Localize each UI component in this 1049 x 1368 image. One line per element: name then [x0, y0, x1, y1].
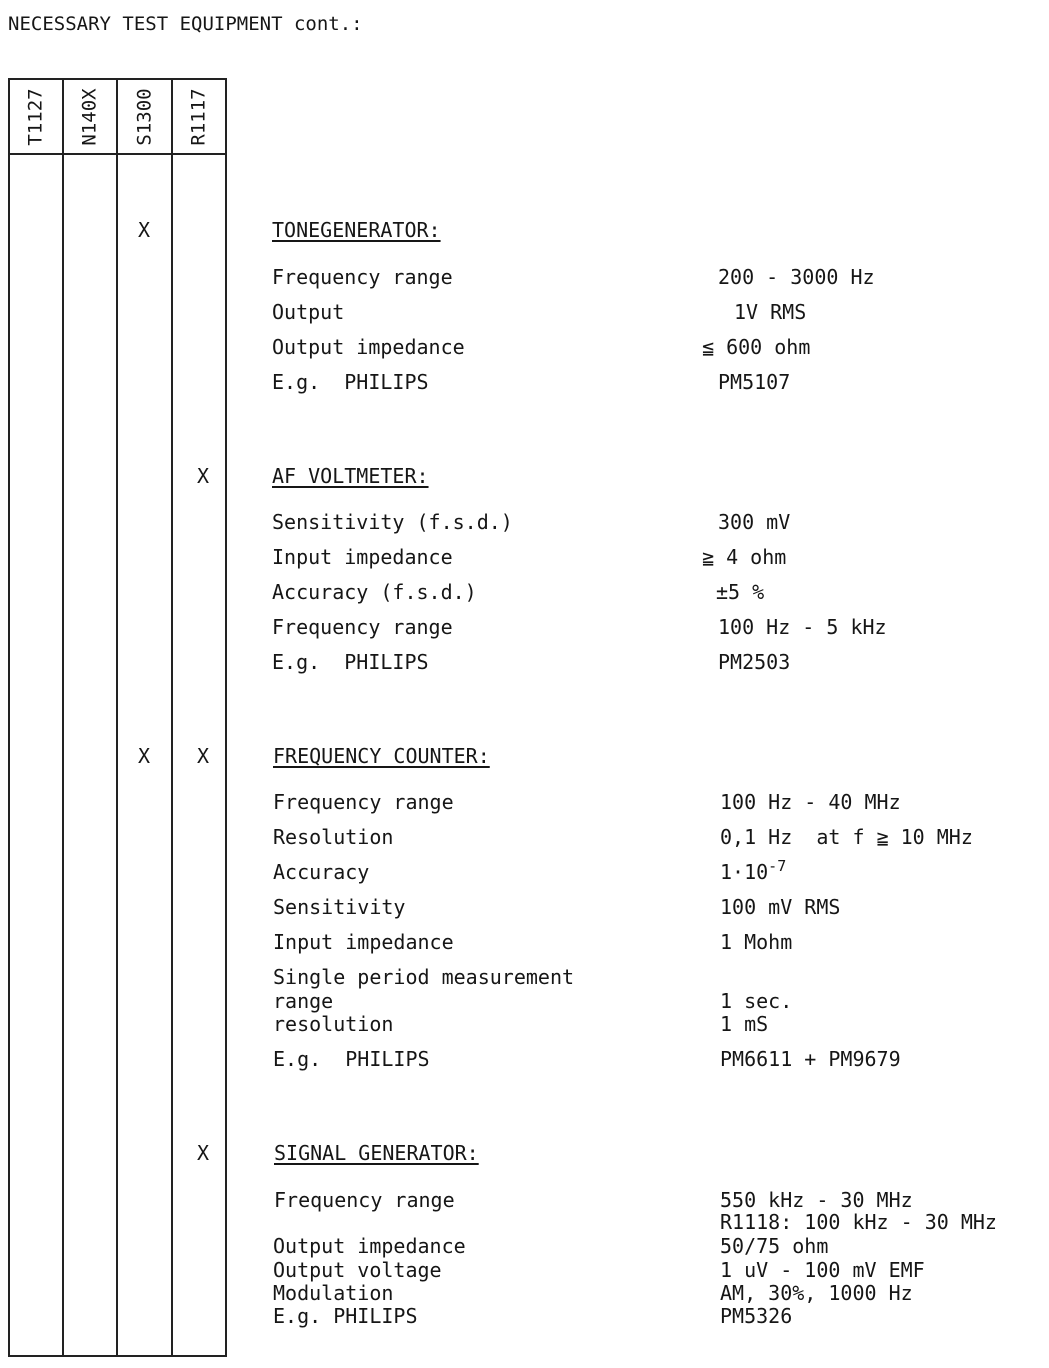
spec-label: Frequency range [272, 615, 453, 639]
spec-value: 300 mV [718, 510, 791, 534]
spec-label: range [273, 989, 334, 1013]
spec-value: 0,1 Hz at f ≧ 10 MHz [720, 825, 973, 849]
spec-value: PM5107 [718, 370, 791, 394]
spec-label: Accuracy [273, 860, 370, 884]
mark-s1300: X [137, 744, 151, 768]
accuracy-exponent: -7 [768, 857, 787, 875]
accuracy-mantissa: 1·10 [720, 860, 769, 884]
spec-label: Modulation [273, 1281, 394, 1305]
spec-value: 1 uV - 100 mV EMF [720, 1258, 925, 1282]
spec-value: 550 kHz - 30 MHz [720, 1188, 913, 1212]
spec-label: Resolution [273, 825, 394, 849]
mark-r1117: X [196, 744, 210, 768]
mark-r1117: X [196, 464, 210, 488]
spec-label: Accuracy (f.s.d.) [272, 580, 477, 604]
spec-value: 1 sec. [720, 989, 793, 1013]
column-header-t1127: T1127 [25, 88, 48, 146]
spec-value: 100 Hz - 5 kHz [718, 615, 887, 639]
grid-divider [116, 78, 118, 1357]
column-header-n140x: N140X [79, 88, 102, 146]
spec-label: E.g. PHILIPS [273, 1047, 430, 1071]
spec-value: PM6611 + PM9679 [720, 1047, 901, 1071]
spec-label: Frequency range [272, 265, 453, 289]
spec-value: R1118: 100 kHz - 30 MHz [720, 1210, 997, 1234]
spec-value: 50/75 ohm [720, 1234, 829, 1258]
spec-value: 1 mS [720, 1012, 769, 1036]
section-heading: AF VOLTMETER: [272, 464, 429, 488]
spec-value: 100 mV RMS [720, 895, 841, 919]
grid-divider [62, 78, 64, 1357]
spec-label: Frequency range [274, 1188, 455, 1212]
spec-value: AM, 30%, 1000 Hz [720, 1281, 913, 1305]
grid-header-divider [8, 153, 227, 155]
spec-label: Input impedance [272, 545, 453, 569]
spec-label: Output [272, 300, 345, 324]
spec-value: ≦ 600 ohm [702, 335, 811, 359]
spec-value: 100 Hz - 40 MHz [720, 790, 901, 814]
spec-value: 1V RMS [734, 300, 807, 324]
spec-label: Frequency range [273, 790, 454, 814]
column-header-s1300: S1300 [134, 88, 157, 146]
column-header-r1117: R1117 [188, 88, 211, 146]
spec-label: E.g. PHILIPS [272, 650, 429, 674]
section-heading: TONEGENERATOR: [272, 218, 441, 242]
page-title: NECESSARY TEST EQUIPMENT cont.: [8, 13, 363, 35]
grid-divider [171, 78, 173, 1357]
spec-label: Output impedance [272, 335, 465, 359]
spec-label: E.g. PHILIPS [273, 1304, 418, 1328]
spec-label: E.g. PHILIPS [272, 370, 429, 394]
section-heading: FREQUENCY COUNTER: [273, 744, 490, 768]
spec-value: 200 - 3000 Hz [718, 265, 875, 289]
spec-label: Sensitivity (f.s.d.) [272, 510, 513, 534]
section-heading: SIGNAL GENERATOR: [274, 1141, 479, 1165]
spec-value: 1 Mohm [720, 930, 793, 954]
spec-value: ≧ 4 ohm [702, 545, 787, 569]
spec-label: Output voltage [273, 1258, 442, 1282]
mark-s1300: X [137, 218, 151, 242]
spec-label: Output impedance [273, 1234, 466, 1258]
spec-label: resolution [273, 1012, 394, 1036]
spec-value: PM5326 [720, 1304, 793, 1328]
spec-value: PM2503 [718, 650, 791, 674]
spec-label: Single period measurement [273, 965, 575, 989]
spec-label: Input impedance [273, 930, 454, 954]
spec-value [720, 857, 787, 884]
spec-label: Sensitivity [273, 895, 406, 919]
spec-value: ±5 % [716, 580, 765, 604]
mark-r1117: X [196, 1141, 210, 1165]
